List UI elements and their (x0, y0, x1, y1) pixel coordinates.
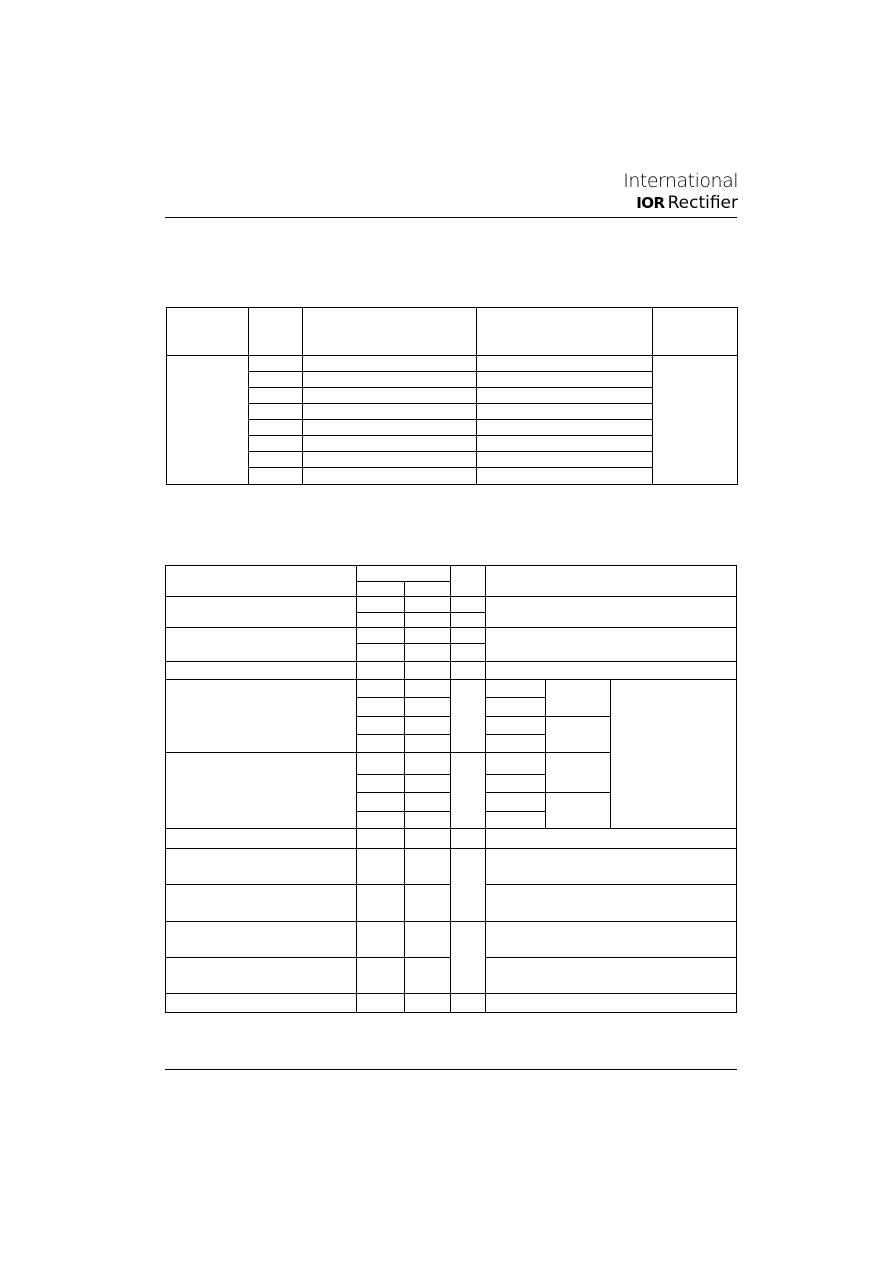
table-row (166, 994, 737, 1013)
ior-logo-mark: IOR (636, 194, 665, 212)
table-row (167, 452, 738, 468)
table-row (166, 849, 737, 885)
ordering-table (166, 307, 738, 485)
table-row (167, 372, 738, 388)
table-row (167, 356, 738, 372)
company-logo (623, 170, 738, 216)
table-row (166, 597, 737, 613)
table-row (167, 388, 738, 404)
logo-rectifier-text: Rectifier (667, 193, 738, 213)
table-row (166, 680, 737, 698)
table-row (167, 468, 738, 485)
table-row (166, 829, 737, 849)
table-header-row (166, 566, 737, 582)
table-row (166, 662, 737, 680)
table-row (166, 922, 737, 958)
ratings-table (165, 565, 737, 1013)
header-rule (165, 217, 737, 218)
logo-line-rectifier (636, 193, 738, 213)
footer-rule (165, 1069, 737, 1070)
table-row (167, 420, 738, 436)
table-header-row (167, 308, 738, 356)
table-row (167, 404, 738, 420)
table-row (167, 436, 738, 452)
table-row (166, 628, 737, 644)
logo-line-international: International (623, 170, 738, 192)
